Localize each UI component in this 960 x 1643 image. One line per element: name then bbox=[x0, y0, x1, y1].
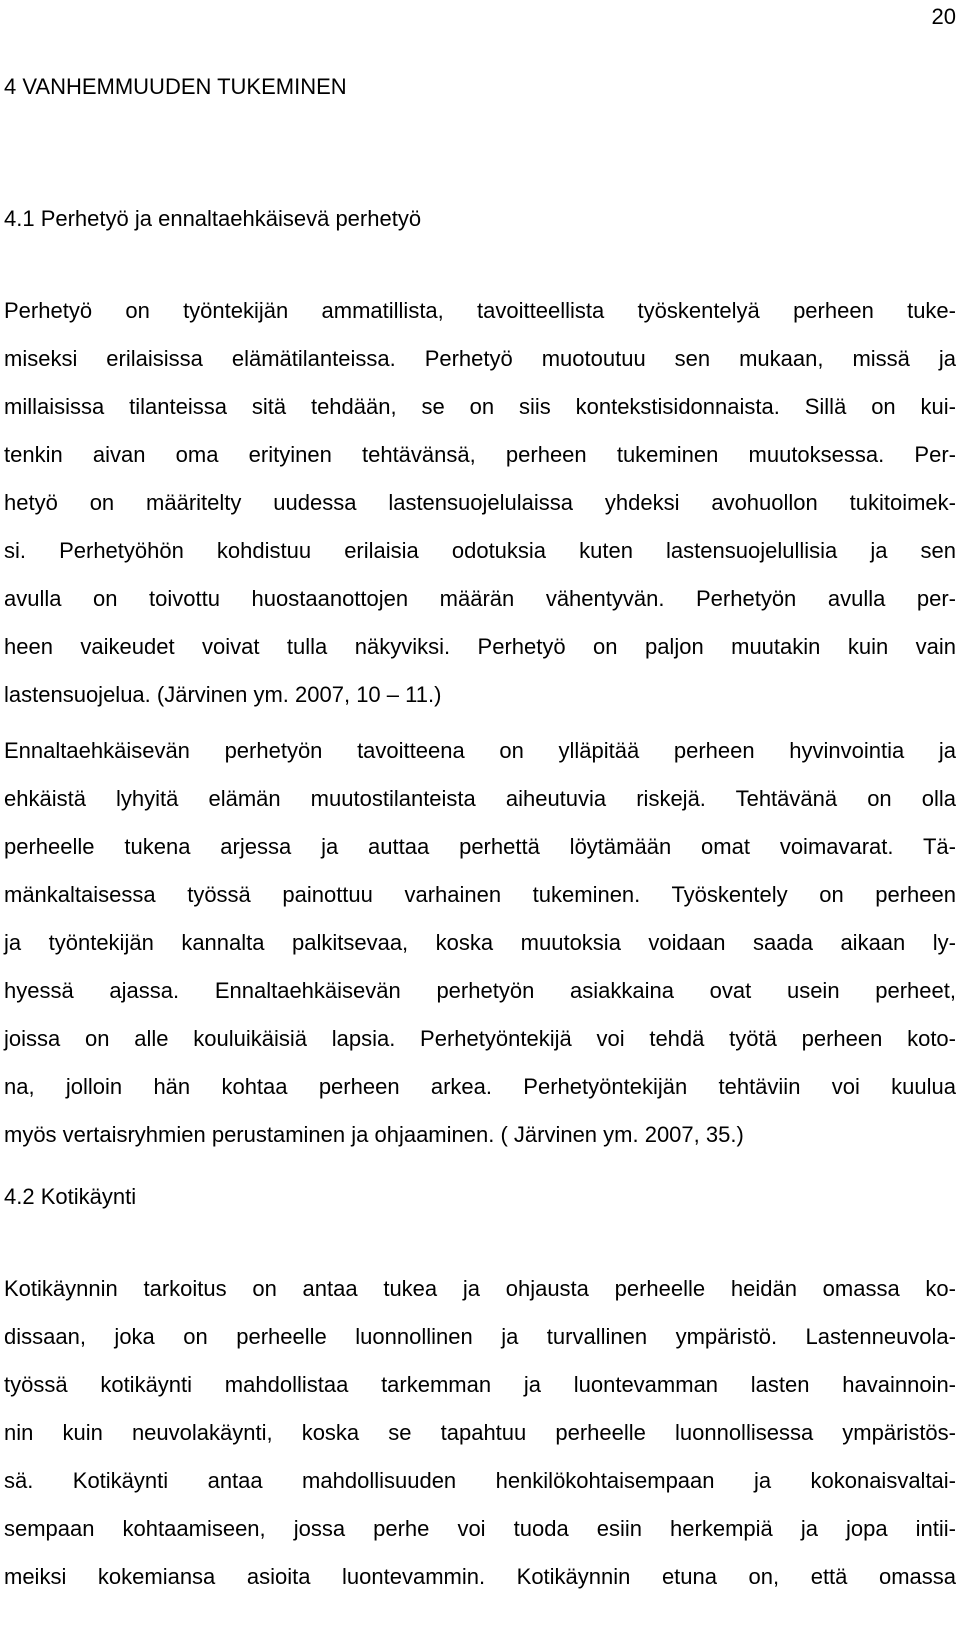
paragraph-kotikaynti bbox=[4, 1274, 956, 1610]
text-line: nin kuin neuvolakäynti, koska se tapahtuu perheelle luonnollisessa ympäristös- bbox=[4, 1420, 956, 1445]
text-line: Ennaltaehkäisevän perhetyön tavoitteena on ylläpitää perheen hyvinvointia ja bbox=[4, 738, 956, 763]
text-line: millaisissa tilanteissa sitä tehdään, se on siis kontekstisidonnaista. Sillä on kui- bbox=[4, 394, 956, 419]
text-line: Perhetyö on työntekijän ammatillista, tavoitteellista työskentelyä perheen tuke- bbox=[4, 298, 956, 323]
text-line: hyessä ajassa. Ennaltaehkäisevän perhetyön asiakkaina ovat usein perheet, bbox=[4, 978, 956, 1003]
text-line: na, jolloin hän kohtaa perheen arkea. Perhetyöntekijän tehtäviin voi kuulua bbox=[4, 1074, 956, 1099]
text-line: miseksi erilaisissa elämätilanteissa. Perhetyö muotoutuu sen mukaan, missä ja bbox=[4, 346, 956, 371]
section-heading-4-1: 4.1 Perhetyö ja ennaltaehkäisevä perhetyö bbox=[4, 206, 422, 231]
text-line: sä. Kotikäynti antaa mahdollisuuden henkilökohtaisempaan ja kokonaisvaltai- bbox=[4, 1468, 956, 1493]
text-line: hetyö on määritelty uudessa lastensuojelulaissa yhdeksi avohuollon tukitoimek- bbox=[4, 490, 956, 515]
text-line: joissa on alle kouluikäisiä lapsia. Perhetyöntekijä voi tehdä työtä perheen koto- bbox=[4, 1026, 956, 1051]
page-number: 20 bbox=[931, 4, 956, 29]
text-line: perheelle tukena arjessa ja auttaa perhettä löytämään omat voimavarat. Tä- bbox=[4, 834, 956, 859]
text-line: si. Perhetyöhön kohdistuu erilaisia odotuksia kuten lastensuojelullisia ja sen bbox=[4, 538, 956, 563]
text-line: Kotikäynnin tarkoitus on antaa tukea ja ohjausta perheelle heidän omassa ko- bbox=[4, 1276, 956, 1301]
text-line: myös vertaisryhmien perustaminen ja ohjaaminen. ( Järvinen ym. 2007, 35.) bbox=[4, 1122, 744, 1147]
section-heading-4-2: 4.2 Kotikäynti bbox=[4, 1184, 137, 1209]
text-line: tenkin aivan oma erityinen tehtävänsä, perheen tukeminen muutoksessa. Per- bbox=[4, 442, 956, 467]
paragraph-perhetyo bbox=[4, 296, 956, 728]
text-line: heen vaikeudet voivat tulla näkyviksi. Perhetyö on paljon muutakin kuin vain bbox=[4, 634, 956, 659]
text-line: ehkäistä lyhyitä elämän muutostilanteista aiheutuvia riskejä. Tehtävänä on olla bbox=[4, 786, 956, 811]
text-line: ja työntekijän kannalta palkitsevaa, koska muutoksia voidaan saada aikaan ly- bbox=[4, 930, 956, 955]
text-line: lastensuojelua. (Järvinen ym. 2007, 10 – 11.) bbox=[4, 682, 442, 707]
text-line: sempaan kohtaamiseen, jossa perhe voi tuoda esiin herkempiä ja jopa intii- bbox=[4, 1516, 956, 1541]
chapter-heading: 4 VANHEMMUUDEN TUKEMINEN bbox=[4, 74, 347, 99]
text-line: työssä kotikäynti mahdollistaa tarkemman ja luontevamman lasten havainnoin- bbox=[4, 1372, 956, 1397]
text-line: meiksi kokemiansa asioita luontevammin. Kotikäynnin etuna on, että omassa bbox=[4, 1564, 956, 1589]
text-line: avulla on toivottu huostaanottojen määrän vähentyvän. Perhetyön avulla per- bbox=[4, 586, 956, 611]
paragraph-ennaltaehkaiseva bbox=[4, 736, 956, 1168]
text-line: mänkaltaisessa työssä painottuu varhainen tukeminen. Työskentely on perheen bbox=[4, 882, 956, 907]
text-line: dissaan, joka on perheelle luonnollinen ja turvallinen ympäristö. Lastenneuvola- bbox=[4, 1324, 956, 1349]
